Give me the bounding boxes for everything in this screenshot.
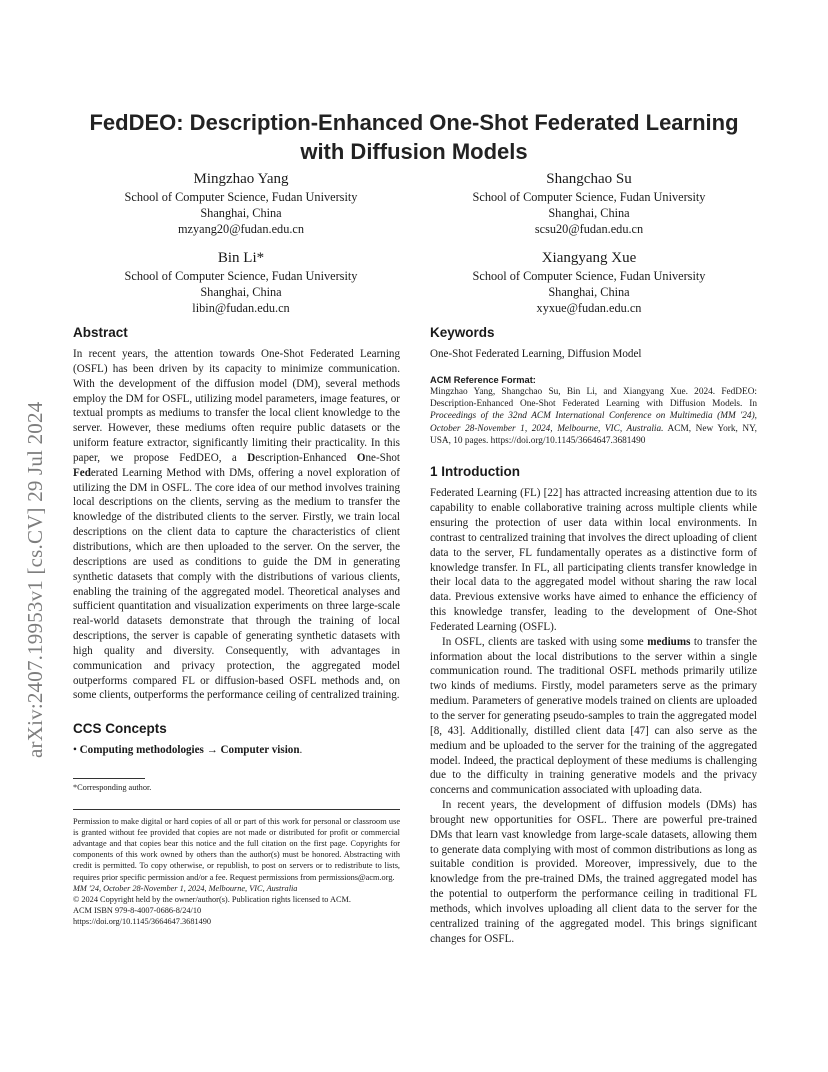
- abstract-ne-shot: ne-Shot: [365, 451, 400, 464]
- author-block-3: [71, 248, 411, 317]
- author-name: Bin Li*: [217, 250, 265, 266]
- author-location: Shanghai, China: [200, 206, 282, 221]
- intro-p2-start: In OSFL, clients are tasked with using some: [442, 635, 648, 648]
- ccs-bullet: •: [73, 744, 80, 757]
- copyright-line: © 2024 Copyright held by the owner/author(s). Publication rights licensed to ACM.: [73, 894, 351, 904]
- abstract-escription: escription-Enhanced: [255, 451, 357, 464]
- permission-notice: Permission to make digital or hard copies of all or part of this work for personal or classroom use is granted without fee provided that copies are not made or distributed for profit or commercial advantage and that copies bear this notice and the full citation on the first page. Copyrights for components of this work owned by others than the author(s) must be honored. Abstracting with credit is permitted. To copy otherwise, or republish, to post on servers or to redistribute to lists, requires prior specific permission and/or a fee. Request permissions from permissions@acm.org.: [73, 817, 400, 882]
- author-affiliation: School of Computer Science, Fudan University: [472, 190, 706, 204]
- acm-ref-part-2: ACM, New York, NY, USA, 10 pages. https://doi.org/10.1145/3664647.3681490: [430, 423, 757, 447]
- title-line-1: FedDEO: Description-Enhanced One-Shot Federated Learning: [89, 110, 739, 135]
- abstract-letter-d: D: [247, 451, 256, 464]
- author-affiliation: School of Computer Science, Fudan University: [124, 190, 358, 204]
- author-block-4: [419, 248, 759, 317]
- author-email: mzyang20@fudan.edu.cn: [177, 222, 305, 237]
- doi-link[interactable]: https://doi.org/10.1145/3664647.3681490: [73, 916, 212, 926]
- isbn-line: ACM ISBN 979-8-4007-0686-8/24/10: [73, 905, 202, 915]
- intro-heading: 1 Introduction: [430, 464, 520, 480]
- intro-p2-bold: mediums: [647, 635, 691, 648]
- author-affiliation: School of Computer Science, Fudan University: [472, 269, 706, 283]
- keywords-text: One-Shot Federated Learning, Diffusion Model: [430, 348, 642, 360]
- arxiv-stamp: [23, 296, 47, 758]
- author-name: Mingzhao Yang: [193, 171, 289, 187]
- permission-rule: [73, 809, 400, 810]
- title-line-2: with Diffusion Models: [300, 139, 528, 164]
- abstract-letter-o: O: [356, 451, 366, 464]
- abstract-fed: Fed: [73, 466, 91, 479]
- footnote-rule: [73, 778, 145, 779]
- abstract-text: [73, 347, 400, 703]
- author-email: xyxue@fudan.edu.cn: [536, 301, 642, 316]
- conference-line-text: MM '24, October 28-November 1, 2024, Melbourne, VIC, Australia: [73, 883, 298, 893]
- author-name: Xiangyang Xue: [541, 250, 637, 266]
- right-column: [430, 324, 757, 946]
- left-column: [73, 324, 400, 927]
- author-block-1: [71, 169, 411, 238]
- author-name: Shangchao Su: [546, 171, 632, 187]
- abstract-part-1: In recent years, the attention towards One-Shot Federated Learning (OSFL) has been driven by its capacity to minimize communication. With the development of the diffusion model (DM), several methods employ the DM for OSFL, utilizing model parameters, image features, or textual prompts as mediums to transfer the local client knowledge to the server. However, these mediums often require public datasets or the uniform feature extractor, significantly limiting their practicality. In this paper, we propose FedDEO, a: [73, 348, 400, 464]
- intro-p2-rest: to transfer the information about the local distributions to the server within a single communication round. The traditional OSFL methods primarily utilize two kinds of mediums. Firstly, model parameters serve as the primary medium. Parameters of generative models trained on clients are uploaded to the server for generating pseudo-samples to train the aggregated model [8, 43]. Additionally, distilled client data [47] can also serve as the medium and be uploaded to the server for the training of the aggregated model. Indeed, the practical deployment of these mediums is challenging due to the difficulty in training generative models and the privacy concerns and communication associated with uploading data.: [430, 635, 757, 797]
- author-location: Shanghai, China: [548, 206, 630, 221]
- paper-title: [60, 108, 768, 166]
- conference-line: [73, 883, 400, 894]
- intro-paragraph-3: In recent years, the development of diffusion models (DMs) has brought new opportunities for OSFL. There are powerful pre-trained DMs that learn vast knowledge from large-scale datasets, allowing them to generate data complying with most of common distributions as long as suitable condition is provided. Moreover, impressively, due to the knowledge from the pre-trained DMs, the trained aggregated model has the potential to outperform the performance ceiling in traditional FL methods, which involves uploading all client data to the server for the centralized training of the aggregated model. This brings significant changes for OSFL.: [430, 799, 757, 945]
- author-location: Shanghai, China: [200, 285, 282, 300]
- author-block-2: [419, 169, 759, 238]
- ccs-item-bold: Computing methodologies → Computer vision: [79, 744, 300, 757]
- acm-ref-italic: Proceedings of the 32nd ACM International Conference on Multimedia (MM '24), October 28-November 1, 2024, Melbourne, VIC, Australia.: [430, 411, 757, 434]
- author-email: libin@fudan.edu.cn: [192, 301, 290, 316]
- author-email: scsu20@fudan.edu.cn: [534, 222, 644, 237]
- acm-ref-heading: ACM Reference Format:: [430, 374, 536, 385]
- arxiv-stamp-text: arXiv:2407.19953v1 [cs.CV] 29 Jul 2024: [23, 401, 47, 758]
- footnote: *Corresponding author.: [73, 783, 152, 793]
- intro-paragraph-2: [430, 635, 757, 798]
- acm-ref-part-1: Mingzhao Yang, Shangchao Su, Bin Li, and Xiangyang Xue. 2024. FedDEO: Description-Enhanced One-Shot Federated Learning with Diffusion Models. In: [430, 386, 757, 410]
- acm-ref-text: [430, 386, 757, 447]
- abstract-heading: Abstract: [73, 325, 128, 340]
- ccs-item-tail: .: [299, 744, 303, 757]
- intro-paragraph-1: Federated Learning (FL) [22] has attracted increasing attention due to its capability to enable collaborative training across multiple clients while ensuring the protection of user data within local environments. In contrast to centralized training that involves the direct uploading of client data to the server, FL fundamentally operates as a distinctive form of knowledge transfer. In FL, all participating clients transfer knowledge in their local data to the aggregated model without sharing the raw local data. Previous extensive works have aimed to enhance the efficiency of this knowledge transfer, leading to the development of One-Shot Federated Learning (OSFL).: [430, 487, 757, 633]
- abstract-part-2: erated Learning Method with DMs, offering a novel exploration of utilizing the DM in OSFL. The core idea of our method involves training local descriptions on the clients, serving as the medium to transfer the knowledge of the distributed clients to the server. Firstly, we train local descriptions on the client data to capture the characteristics of client distributions, which are then uploaded to the server. On the server, the descriptions are used as conditions to guide the DM in generating synthetic datasets that comply with the distributions of various clients, enabling the training of the aggregated model. Theoretical analyses and sufficient quantitation and visualization experiments on three large-scale real-world datasets demonstrate that through the training of local descriptions, the server is capable of generating synthetic datasets with high quality and diversity. Consequently, with advantages in communication and privacy protection, the aggregated model outperforms compared FL or diffusion-based OSFL methods and, on some clients, outperforms the performance ceiling of centralized training.: [73, 466, 400, 702]
- author-affiliation: School of Computer Science, Fudan University: [124, 269, 358, 283]
- ccs-item: [73, 743, 400, 758]
- keywords-heading: Keywords: [430, 325, 495, 340]
- ccs-heading: CCS Concepts: [73, 721, 167, 737]
- author-location: Shanghai, China: [548, 285, 630, 300]
